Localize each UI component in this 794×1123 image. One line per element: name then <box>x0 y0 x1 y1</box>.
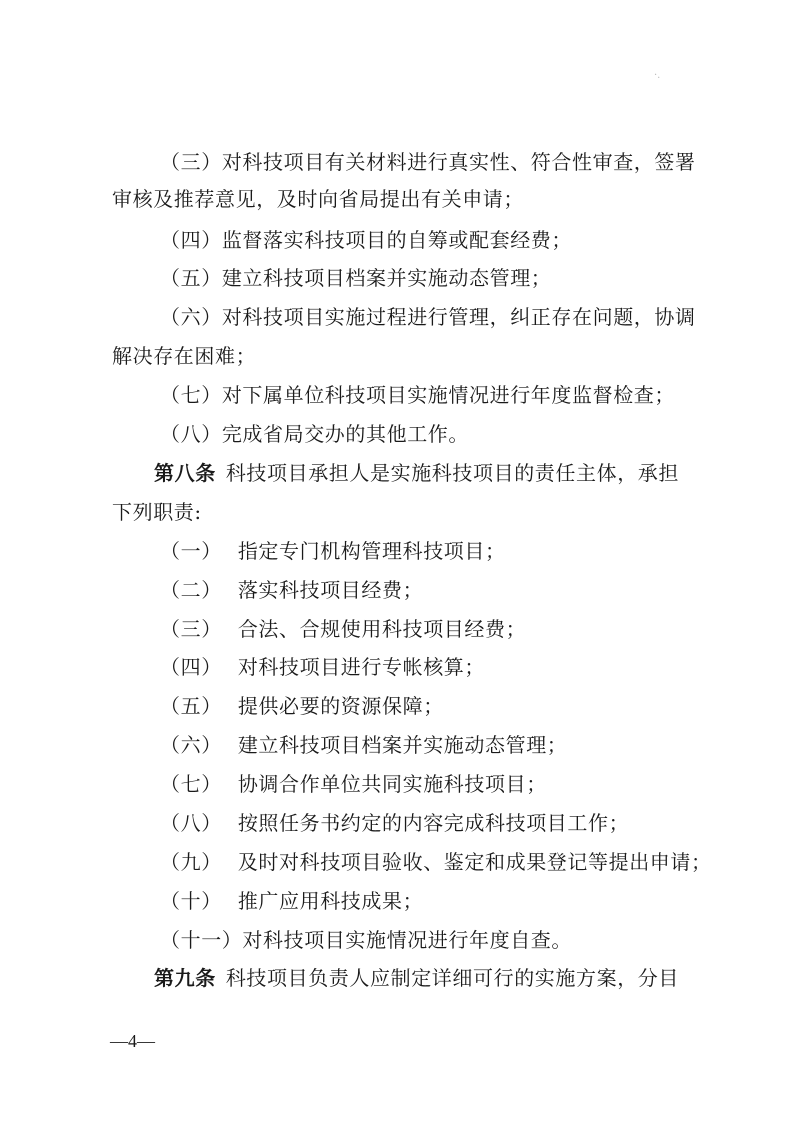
item-text: 建立科技项目档案并实施动态管理； <box>221 266 552 290</box>
item-text: 对科技项目实施情况进行年度自查。 <box>242 928 573 952</box>
article-8-continuation <box>112 500 202 524</box>
duty-item <box>160 850 712 874</box>
item-text: 建立科技项目档案并实施动态管理； <box>237 733 568 757</box>
scan-mark: ·. <box>654 70 661 81</box>
item-number: （九） <box>160 850 222 874</box>
item-text: 推广应用科技成果； <box>237 889 424 913</box>
item-number: （八） <box>160 811 222 835</box>
item-number: （八） <box>160 422 222 446</box>
item-text: 审核及推荐意见，及时向省局提出有关申请； <box>112 187 524 211</box>
article-8-paragraph <box>154 461 679 485</box>
duty-item <box>160 694 444 718</box>
item-text: 落实科技项目经费； <box>237 578 424 602</box>
item-number: （三） <box>160 617 222 641</box>
item-number: （五） <box>160 694 222 718</box>
list-item <box>160 150 696 174</box>
page-number: —4— <box>110 1031 155 1051</box>
duty-item <box>160 617 526 641</box>
item-text: 及时对科技项目验收、鉴定和成果登记等提出申请； <box>237 850 712 874</box>
duty-item <box>160 811 629 835</box>
item-text: 提供必要的资源保障； <box>237 694 444 718</box>
article-text: 科技项目负责人应制定详细可行的实施方案，分目 <box>225 966 680 990</box>
list-item-continuation <box>112 344 256 368</box>
item-text: 合法、合规使用科技项目经费； <box>237 617 527 641</box>
article-heading: 第八条 <box>154 461 216 485</box>
duty-item <box>160 733 567 757</box>
item-number: （三） <box>160 150 222 174</box>
item-text: 对科技项目实施过程进行管理，纠正存在问题，协调 <box>221 305 696 329</box>
duty-item <box>160 539 506 563</box>
item-number: （五） <box>160 266 222 290</box>
item-number: （七） <box>160 383 222 407</box>
duty-item <box>160 889 423 913</box>
item-number: （七） <box>160 772 222 796</box>
item-text: 对科技项目进行专帐核算； <box>237 655 486 679</box>
article-heading: 第九条 <box>154 966 216 990</box>
article-text: 科技项目承担人是实施科技项目的责任主体，承担 <box>225 461 680 485</box>
item-number: （十） <box>160 889 222 913</box>
duty-item <box>160 655 485 679</box>
item-number: （二） <box>160 578 222 602</box>
item-number: （六） <box>160 733 222 757</box>
item-text: 指定专门机构管理科技项目； <box>237 539 506 563</box>
item-text: 按照任务书约定的内容完成科技项目工作； <box>237 811 630 835</box>
list-item-continuation <box>112 187 524 211</box>
duty-item <box>160 928 572 952</box>
item-number: （四） <box>160 228 222 252</box>
list-item <box>160 266 551 290</box>
item-text: 监督落实科技项目的自筹或配套经费； <box>221 228 573 252</box>
item-text: 对科技项目有关材料进行真实性、符合性审查，签署 <box>221 150 696 174</box>
article-9-paragraph <box>154 966 679 990</box>
list-item <box>160 422 469 446</box>
article-text: 下列职责: <box>112 500 202 524</box>
item-number: （六） <box>160 305 222 329</box>
item-text: 完成省局交办的其他工作。 <box>221 422 470 446</box>
item-number: （十一） <box>160 928 243 952</box>
item-number: （四） <box>160 655 222 679</box>
item-text: 对下属单位科技项目实施情况进行年度监督检查； <box>221 383 676 407</box>
list-item <box>160 228 572 252</box>
item-text: 协调合作单位共同实施科技项目； <box>237 772 547 796</box>
duty-item <box>160 578 423 602</box>
list-item <box>160 305 696 329</box>
item-number: （一） <box>160 539 222 563</box>
item-text: 解决存在困难； <box>112 344 257 368</box>
list-item <box>160 383 675 407</box>
duty-item <box>160 772 547 796</box>
